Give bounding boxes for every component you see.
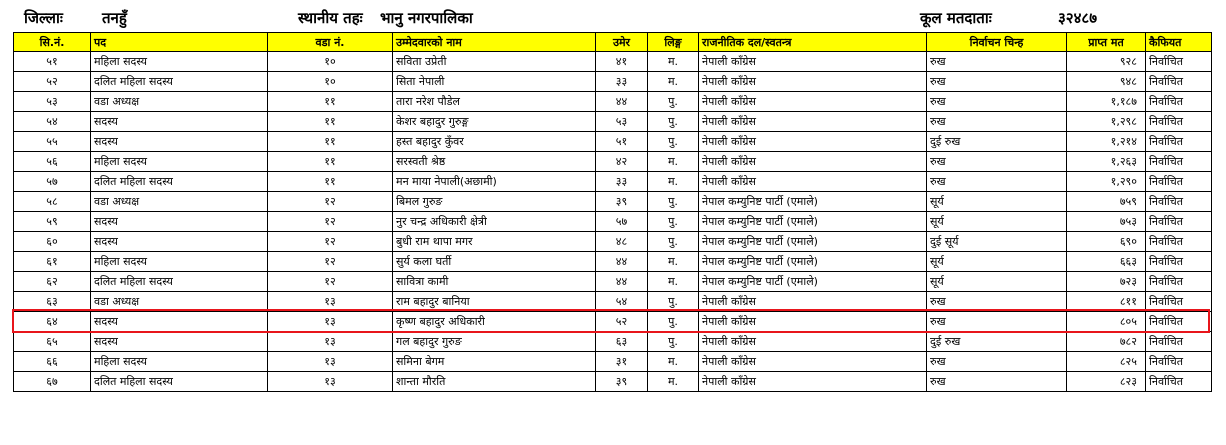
cell-candidate: राम बहादुर बानिया [393, 292, 596, 312]
cell-party: नेपाली काँग्रेस [699, 52, 927, 72]
cell-gender: पु. [648, 212, 699, 232]
cell-gender: पु. [648, 192, 699, 212]
cell-gender: पु. [648, 112, 699, 132]
cell-remarks: निर्वाचित [1146, 232, 1212, 252]
cell-candidate: केशर बहादुर गुरुङ्ग [393, 112, 596, 132]
cell-symbol: रुख [927, 52, 1067, 72]
cell-candidate: सविता उप्रेती [393, 52, 596, 72]
cell-party: नेपाली काँग्रेस [699, 332, 927, 352]
cell-age: ६३ [596, 332, 648, 352]
cell-party: नेपाली काँग्रेस [699, 352, 927, 372]
cell-symbol: रुख [927, 152, 1067, 172]
cell-remarks: निर्वाचित [1146, 212, 1212, 232]
cell-post: दलित महिला सदस्य [91, 72, 268, 92]
cell-remarks: निर्वाचित [1146, 312, 1212, 332]
cell-candidate: बुधी राम थापा मगर [393, 232, 596, 252]
cell-gender: पु. [648, 332, 699, 352]
cell-votes: १,२९० [1067, 172, 1146, 192]
cell-votes: ९२८ [1067, 52, 1146, 72]
cell-post: सदस्य [91, 232, 268, 252]
cell-age: ४४ [596, 272, 648, 292]
cell-candidate: सिता नेपाली [393, 72, 596, 92]
cell-remarks: निर्वाचित [1146, 252, 1212, 272]
table-row [14, 372, 1212, 392]
cell-post: वडा अध्यक्ष [91, 292, 268, 312]
cell-ward: १३ [268, 352, 393, 372]
cell-gender: म. [648, 72, 699, 92]
cell-serial: ५९ [14, 212, 91, 232]
cell-age: ३१ [596, 352, 648, 372]
table-row [14, 252, 1212, 272]
cell-serial: ६६ [14, 352, 91, 372]
cell-party: नेपाली काँग्रेस [699, 292, 927, 312]
cell-party: नेपाली काँग्रेस [699, 372, 927, 392]
total-voters-label: कूल मतदाताः [920, 9, 992, 27]
cell-gender: पु. [648, 232, 699, 252]
table-row [14, 272, 1212, 292]
cell-age: ५७ [596, 212, 648, 232]
cell-serial: ५७ [14, 172, 91, 192]
table-row [14, 92, 1212, 112]
cell-gender: म. [648, 52, 699, 72]
cell-symbol: दुई रुख [927, 132, 1067, 152]
cell-post: दलित महिला सदस्य [91, 372, 268, 392]
table-row [14, 232, 1212, 252]
cell-serial: ६० [14, 232, 91, 252]
cell-ward: ११ [268, 132, 393, 152]
cell-post: सदस्य [91, 112, 268, 132]
cell-age: ५१ [596, 132, 648, 152]
cell-candidate: बिमल गुरुङ [393, 192, 596, 212]
cell-ward: ११ [268, 92, 393, 112]
cell-symbol: रुख [927, 72, 1067, 92]
cell-symbol: रुख [927, 352, 1067, 372]
table-row [14, 152, 1212, 172]
table-row [14, 352, 1212, 372]
cell-serial: ५६ [14, 152, 91, 172]
district-value: तनहुँ [102, 9, 127, 27]
col-header-symbol: निर्वाचन चिन्ह [927, 33, 1067, 52]
cell-gender: पु. [648, 312, 699, 332]
table-header-row [14, 33, 1212, 52]
cell-party: नेपाली काँग्रेस [699, 92, 927, 112]
local-level-label: स्थानीय तहः [298, 9, 363, 27]
cell-age: ४२ [596, 152, 648, 172]
cell-party: नेपाली काँग्रेस [699, 172, 927, 192]
cell-votes: ९४८ [1067, 72, 1146, 92]
table-row [14, 172, 1212, 192]
cell-ward: १० [268, 52, 393, 72]
cell-candidate: गल बहादुर गुरुङ [393, 332, 596, 352]
cell-votes: ७५९ [1067, 192, 1146, 212]
col-header-party: राजनीतिक दल/स्वतन्त्र [699, 33, 927, 52]
col-header-remarks: कैफियत [1146, 33, 1212, 52]
col-header-votes: प्राप्त मत [1067, 33, 1146, 52]
cell-candidate: समिना बेगम [393, 352, 596, 372]
cell-age: ४१ [596, 52, 648, 72]
cell-votes: ८२३ [1067, 372, 1146, 392]
table-row [14, 312, 1212, 332]
col-header-serial: सि.नं. [14, 33, 91, 52]
cell-ward: १३ [268, 312, 393, 332]
cell-candidate: सावित्रा कामी [393, 272, 596, 292]
cell-serial: ५३ [14, 92, 91, 112]
cell-age: ३९ [596, 192, 648, 212]
cell-party: नेपाली काँग्रेस [699, 312, 927, 332]
table-row [14, 332, 1212, 352]
cell-remarks: निर्वाचित [1146, 52, 1212, 72]
cell-remarks: निर्वाचित [1146, 192, 1212, 212]
cell-symbol: दुई रुख [927, 332, 1067, 352]
cell-ward: ११ [268, 112, 393, 132]
cell-candidate: नुर चन्द्र अधिकारी क्षेत्री [393, 212, 596, 232]
cell-gender: म. [648, 272, 699, 292]
cell-votes: ६६३ [1067, 252, 1146, 272]
cell-votes: ६९० [1067, 232, 1146, 252]
table-row [14, 192, 1212, 212]
cell-gender: पु. [648, 92, 699, 112]
cell-party: नेपाल कम्युनिष्ट पार्टी (एमाले) [699, 212, 927, 232]
cell-ward: १२ [268, 232, 393, 252]
cell-age: ५४ [596, 292, 648, 312]
cell-ward: १३ [268, 332, 393, 352]
cell-serial: ५२ [14, 72, 91, 92]
cell-post: सदस्य [91, 332, 268, 352]
col-header-ward: वडा नं. [268, 33, 393, 52]
cell-symbol: रुख [927, 92, 1067, 112]
cell-post: वडा अध्यक्ष [91, 192, 268, 212]
cell-remarks: निर्वाचित [1146, 372, 1212, 392]
cell-age: ५३ [596, 112, 648, 132]
cell-symbol: रुख [927, 292, 1067, 312]
cell-post: महिला सदस्य [91, 252, 268, 272]
col-header-post: पद [91, 33, 268, 52]
cell-age: ३३ [596, 72, 648, 92]
cell-serial: ५४ [14, 112, 91, 132]
cell-votes: ७८२ [1067, 332, 1146, 352]
cell-symbol: सूर्य [927, 192, 1067, 212]
cell-remarks: निर्वाचित [1146, 332, 1212, 352]
cell-ward: १२ [268, 212, 393, 232]
cell-symbol: सूर्य [927, 272, 1067, 292]
document-header [0, 6, 1226, 30]
cell-candidate: शान्ता मौरति [393, 372, 596, 392]
cell-ward: १२ [268, 192, 393, 212]
cell-age: ५२ [596, 312, 648, 332]
cell-post: सदस्य [91, 312, 268, 332]
cell-age: ३३ [596, 172, 648, 192]
cell-symbol: सूर्य [927, 252, 1067, 272]
cell-serial: ६१ [14, 252, 91, 272]
cell-candidate: मन माया नेपाली(अछामी) [393, 172, 596, 192]
cell-gender: म. [648, 172, 699, 192]
cell-party: नेपाली काँग्रेस [699, 152, 927, 172]
table-row [14, 72, 1212, 92]
cell-votes: ७२३ [1067, 272, 1146, 292]
cell-candidate: सुर्य कला घर्ती [393, 252, 596, 272]
cell-remarks: निर्वाचित [1146, 132, 1212, 152]
cell-gender: म. [648, 252, 699, 272]
cell-symbol: सूर्य [927, 212, 1067, 232]
cell-votes: १,२६३ [1067, 152, 1146, 172]
cell-party: नेपाल कम्युनिष्ट पार्टी (एमाले) [699, 232, 927, 252]
cell-gender: पु. [648, 132, 699, 152]
table-row [14, 292, 1212, 312]
cell-ward: १२ [268, 252, 393, 272]
col-header-age: उमेर [596, 33, 648, 52]
cell-serial: ६२ [14, 272, 91, 292]
cell-post: दलित महिला सदस्य [91, 172, 268, 192]
cell-post: महिला सदस्य [91, 152, 268, 172]
cell-ward: ११ [268, 172, 393, 192]
cell-candidate: कृष्ण बहादुर अधिकारी [393, 312, 596, 332]
district-label: जिल्लाः [24, 9, 63, 27]
cell-symbol: रुख [927, 372, 1067, 392]
cell-candidate: हस्त बहादुर कुँवर [393, 132, 596, 152]
cell-remarks: निर्वाचित [1146, 72, 1212, 92]
cell-party: नेपाल कम्युनिष्ट पार्टी (एमाले) [699, 192, 927, 212]
cell-remarks: निर्वाचित [1146, 172, 1212, 192]
col-header-gender: लिङ्ग [648, 33, 699, 52]
cell-post: सदस्य [91, 132, 268, 152]
cell-remarks: निर्वाचित [1146, 92, 1212, 112]
cell-ward: १३ [268, 372, 393, 392]
col-header-candidate: उम्मेदवारको नाम [393, 33, 596, 52]
table-row [14, 212, 1212, 232]
cell-candidate: तारा नरेश पौडेल [393, 92, 596, 112]
cell-gender: म. [648, 152, 699, 172]
cell-serial: ६३ [14, 292, 91, 312]
cell-symbol: रुख [927, 172, 1067, 192]
local-level-value: भानु नगरपालिका [380, 9, 473, 27]
cell-symbol: रुख [927, 312, 1067, 332]
cell-votes: १,२९८ [1067, 112, 1146, 132]
cell-serial: ६४ [14, 312, 91, 332]
cell-votes: ७५३ [1067, 212, 1146, 232]
table-row [14, 52, 1212, 72]
table-row [14, 132, 1212, 152]
total-voters-value: ३२४८७ [1058, 9, 1098, 27]
cell-ward: ११ [268, 152, 393, 172]
cell-post: सदस्य [91, 212, 268, 232]
table-body [14, 52, 1212, 392]
cell-symbol: रुख [927, 112, 1067, 132]
cell-remarks: निर्वाचित [1146, 292, 1212, 312]
cell-symbol: दुई सूर्य [927, 232, 1067, 252]
cell-gender: म. [648, 372, 699, 392]
cell-votes: १,२१४ [1067, 132, 1146, 152]
cell-age: ३९ [596, 372, 648, 392]
results-table [13, 32, 1212, 392]
cell-party: नेपाल कम्युनिष्ट पार्टी (एमाले) [699, 252, 927, 272]
cell-age: ४४ [596, 92, 648, 112]
cell-party: नेपाल कम्युनिष्ट पार्टी (एमाले) [699, 272, 927, 292]
cell-ward: १३ [268, 292, 393, 312]
cell-gender: म. [648, 352, 699, 372]
cell-ward: १२ [268, 272, 393, 292]
cell-serial: ५१ [14, 52, 91, 72]
cell-candidate: सरस्वती श्रेष्ठ [393, 152, 596, 172]
cell-votes: ८२५ [1067, 352, 1146, 372]
cell-gender: पु. [648, 292, 699, 312]
cell-age: ४८ [596, 232, 648, 252]
cell-remarks: निर्वाचित [1146, 272, 1212, 292]
cell-serial: ५८ [14, 192, 91, 212]
cell-post: दलित महिला सदस्य [91, 272, 268, 292]
cell-serial: ५५ [14, 132, 91, 152]
cell-serial: ६७ [14, 372, 91, 392]
cell-post: महिला सदस्य [91, 52, 268, 72]
cell-remarks: निर्वाचित [1146, 352, 1212, 372]
cell-remarks: निर्वाचित [1146, 112, 1212, 132]
cell-age: ४४ [596, 252, 648, 272]
table-row [14, 112, 1212, 132]
cell-ward: १० [268, 72, 393, 92]
cell-votes: ८०५ [1067, 312, 1146, 332]
cell-party: नेपाली काँग्रेस [699, 132, 927, 152]
cell-votes: ८११ [1067, 292, 1146, 312]
cell-post: वडा अध्यक्ष [91, 92, 268, 112]
cell-remarks: निर्वाचित [1146, 152, 1212, 172]
cell-votes: १,१८७ [1067, 92, 1146, 112]
cell-serial: ६५ [14, 332, 91, 352]
cell-party: नेपाली काँग्रेस [699, 72, 927, 92]
cell-party: नेपाली काँग्रेस [699, 112, 927, 132]
cell-post: महिला सदस्य [91, 352, 268, 372]
